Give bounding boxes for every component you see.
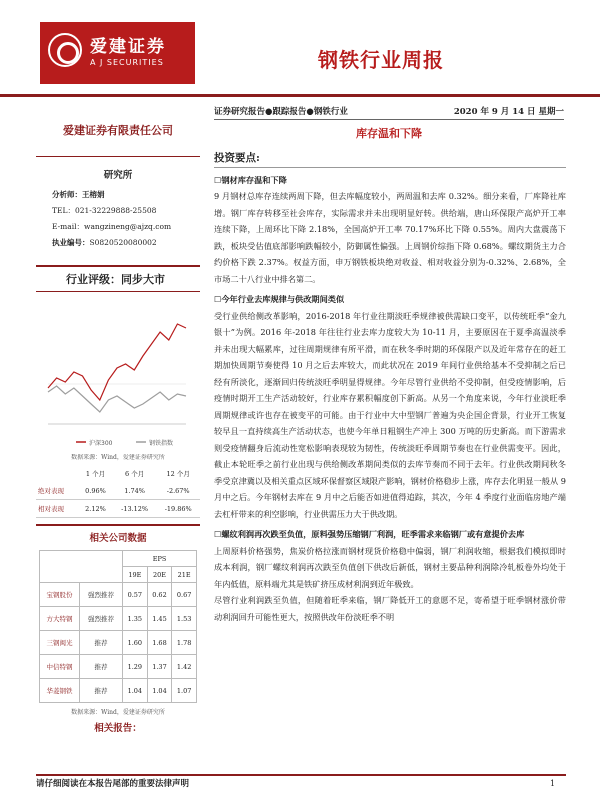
eps-row	[40, 631, 197, 655]
eps-section-title: 相关公司数据	[36, 524, 200, 544]
industry-rating: 行业评级：同步大市	[36, 265, 200, 292]
section-text: 受行业供给侧改革影响，2016-2018 年行业往期淡旺季规律被供需缺口变平，以传统旺季“金九银十”为例。2016 年-2018 年往往行业去库力度较大为 10-11 月，主要原因在于夏季高温淡季并未出现大幅累库，过往周期规律有所平滑，而在秋冬季时期的环保限产以及近年常存在的赶工期加快周期节奏使得 10 月之后去库较大，而此状况在 2019 年间行业供给基本不受抑制之后已经有所淡化，逐渐回归传统淡旺季明显得规律。今年尽管行业供给不受抑制，但受疫情影响，后疫情时期开工生产活动较好，行业库存累积幅度创下新高。从另一个角度来说，今年行业淡旺季周期规律或许也存在被变平的可能。由于行业中大中型钢厂普遍为央企国企背景，行业开工恢复较早且一直持续高生产活动状态，也使今年单日粗钢生产冲上 300 万吨的历史新高。而下游需求则受疫情翻身后流动性宽松影响表现较为韧性，传统淡旺季周期节奏也在行业供需变平。因此，截止本轮旺季之前行业出现与供给侧改革期间类似的去库节奏而不同于去年。行业供改期间秋冬季受京津冀以及相关重点区域环保督察区域限产影响，钢材价格稳步上涨，库存去化明显一般从 9 月中之后。今年钢材去库在 9 月中之后能否如进值得追踪，其次，今年 4 季度行业面临房地产端去杠杆带来的利空影响，行业供需压力大于供改期。	[214, 310, 566, 519]
eps-value: 1.45	[147, 607, 172, 631]
eps-corner	[40, 551, 123, 583]
eps-value: 1.04	[147, 679, 172, 703]
eps-table	[39, 550, 197, 703]
sidebar	[36, 110, 200, 734]
eps-source: 数据来源：Wind，爱建证券研究所	[71, 709, 165, 716]
perf-row-name: 相对表现	[36, 500, 78, 518]
section-title: ☐ 钢材库存温和下降	[214, 172, 566, 189]
logo-en-text: A J SECURITIES	[90, 58, 164, 67]
report-title: 钢铁行业周报	[318, 48, 444, 72]
perf-row	[36, 500, 200, 518]
legend-label: 钢铁指数	[149, 440, 174, 447]
analyst-label: 分析师：	[52, 190, 82, 199]
eps-value: 0.67	[172, 583, 197, 607]
eps-rating: 强烈推荐	[80, 607, 123, 631]
related-reports-title: 相关报告：	[94, 723, 142, 734]
report-header	[0, 0, 600, 94]
eps-value: 1.60	[123, 631, 148, 655]
section-text: 9 月钢材总库存连续两周下降，但去库幅度较小，两周温和去库 0.32%。细分来看，厂库降社库增。钢厂库存转移至社会库存，实际需求并未出现明显好转。供给端，唐山环保限产高炉开工率连续下降，上周环比下降 2.18%，全国高炉开工率 70.17%环比下降 0.55%。周内大盘震荡下跌，板块受估值底部影响跌幅较小，防御属性偏强。上周钢价综指下降 0.68%。螺纹期货主力合约价格下跌 2.37%。权益方面，申万钢铁板块绝对收益、相对收益分别为-0.32%、2.68%，全市场二十八行业中排名第二。	[214, 191, 566, 284]
eps-row	[40, 583, 197, 607]
email-value[interactable]: wangzineng@ajzq.com	[84, 222, 172, 231]
tel-value: 021-32229888-25508	[74, 206, 157, 215]
eps-company: 中信特钢	[40, 655, 80, 679]
eps-row	[40, 655, 197, 679]
meta-line	[214, 105, 564, 117]
perf-header	[36, 465, 78, 482]
eps-header-row	[40, 551, 197, 567]
eps-rating: 推荐	[80, 655, 123, 679]
email-label: E-mail：	[52, 222, 85, 231]
eps-value: 1.53	[172, 607, 197, 631]
eps-value: 1.04	[123, 679, 148, 703]
eps-value: 1.29	[123, 655, 148, 679]
perf-cell: 1.74%	[113, 482, 157, 500]
section-text: 尽管行业利润跌至负值，但随着旺季来临，钢厂降低开工的意愿不足，寄希望于旺季钢材涨价带动利润回升可能性更大，按照供改年份淡旺季不明	[214, 595, 566, 622]
company-name: 爱建证券有限责任公司	[36, 122, 200, 157]
perf-cell: -19.86%	[156, 500, 200, 518]
main-content	[214, 150, 566, 625]
eps-value: 1.07	[172, 679, 197, 703]
eps-value: 1.78	[172, 631, 197, 655]
eps-rating: 强烈推荐	[80, 583, 123, 607]
eps-year: 19E	[123, 567, 148, 583]
chart-source: 数据来源：Wind，爱建证券研究所	[71, 454, 165, 461]
eps-value: 1.37	[147, 655, 172, 679]
cert-label: 执业编号：	[52, 238, 90, 247]
eps-label: EPS	[123, 551, 197, 567]
meta-rule	[214, 119, 564, 120]
perf-cell: 0.96%	[78, 482, 113, 500]
eps-row	[40, 607, 197, 631]
perf-header-row	[36, 465, 200, 482]
legal-notice[interactable]: 请仔细阅读在本报告尾部的重要法律声明	[36, 779, 190, 789]
eps-rating: 推荐	[80, 631, 123, 655]
index-chart-svg	[36, 294, 196, 454]
eps-rating: 推荐	[80, 679, 123, 703]
eps-value: 1.42	[172, 655, 197, 679]
eps-value: 0.57	[123, 583, 148, 607]
eps-row	[40, 679, 197, 703]
section-title: ☐ 今年行业去库规律与供改期间类似	[214, 291, 566, 308]
eps-company: 方大特钢	[40, 607, 80, 631]
perf-row-name: 绝对表现	[36, 482, 78, 500]
perf-cell: -2.67%	[156, 482, 200, 500]
eps-year: 20E	[147, 567, 172, 583]
perf-row	[36, 482, 200, 500]
legend-label: 沪深300	[89, 440, 113, 447]
analyst-info	[36, 187, 200, 251]
eps-value: 0.62	[147, 583, 172, 607]
eps-value: 1.35	[123, 607, 148, 631]
chart-series-line	[48, 324, 186, 400]
performance-table	[36, 465, 200, 518]
tel-label: TEL：	[52, 206, 75, 215]
footer-rule	[36, 774, 566, 776]
header-rule	[0, 94, 600, 97]
report-subtitle: 库存温和下降	[356, 127, 422, 140]
eps-company: 宝钢股份	[40, 583, 80, 607]
summary-heading: 投资要点:	[214, 150, 566, 168]
logo-mark-icon	[48, 33, 82, 67]
analyst-name: 王榕娟	[82, 190, 105, 199]
perf-cell: -13.12%	[113, 500, 157, 518]
eps-company: 三钢闽光	[40, 631, 80, 655]
cert-value: S0820520080002	[89, 238, 157, 247]
perf-cell: 2.12%	[78, 500, 113, 518]
company-logo	[40, 22, 195, 84]
report-date: 2020 年 9 月 14 日 星期一	[453, 107, 564, 117]
page-number: 1	[550, 779, 556, 788]
section-title: ☐ 螺纹利润再次跌至负值，原料强势压缩钢厂利润，旺季需求来临钢厂或有意提价去库	[214, 526, 566, 543]
section-text: 上周原料价格强势，焦炭价格拉涨而钢材现货价格稳中偏弱，钢厂利润收缩，根据我们模拟即时成本利润，钢厂螺纹利润再次跌至负值创下供改后新低，钢材主要品种利润除冷轧板卷外均处于年内低值，原料端尤其是铁矿挤压成材利润到近年极致。	[214, 545, 566, 589]
logo-cn-text: 爱建证券	[90, 37, 166, 57]
index-chart	[36, 294, 196, 454]
chart-series-line	[48, 386, 186, 412]
report-category: 证券研究报告●跟踪报告●钢铁行业	[214, 107, 348, 117]
perf-header: 1 个月	[85, 470, 106, 478]
eps-company: 华菱钢铁	[40, 679, 80, 703]
eps-year: 21E	[172, 567, 197, 583]
eps-value: 1.68	[147, 631, 172, 655]
perf-header: 6 个月	[125, 470, 145, 478]
perf-header: 12 个月	[166, 470, 190, 478]
institute-name: 研究所	[103, 170, 133, 181]
